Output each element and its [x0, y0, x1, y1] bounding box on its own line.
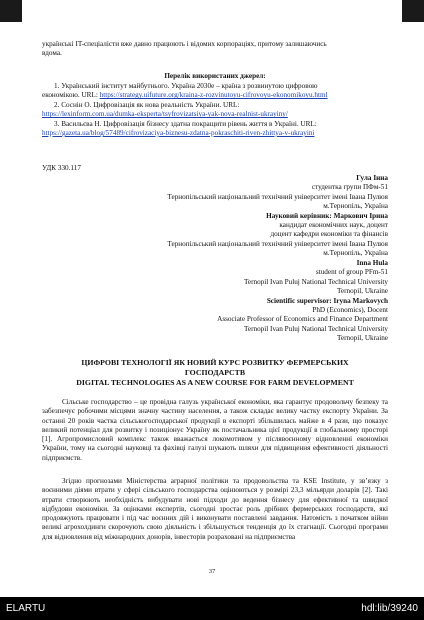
author-line: Ternopil Ivan Puluj National Technical University [244, 324, 388, 333]
repository-name[interactable]: ELARTU [6, 603, 46, 614]
title-ukrainian: ЦИФРОВІ ТЕХНОЛОГІЇ ЯК НОВИЙ КУРС РОЗВИТКУ ФЕРМЕРСЬКИХ [81, 358, 349, 367]
intro-line: вдома. [42, 49, 62, 58]
author-line: Scientific supervisor: Iryna Markovych [266, 296, 388, 305]
references-list [42, 82, 388, 138]
references-title: Перелік використаних джерел: [164, 72, 266, 80]
author-line: Тернопільський національний технічний університет імені Івана Пулюя [167, 239, 388, 248]
author-line: Ternopil, Ukraine [337, 287, 388, 296]
reference-item: 2. Соснін О. Цифровізація як нова реальність України. URL: [54, 100, 240, 109]
author-line: Науковий керівник: Маркович Ірина [266, 211, 388, 220]
article-title-block [42, 358, 388, 387]
body-paragraph-1: Сільське господарство – це провідна галузь української економіки, яка гарантує продовольчу безпеку та забезпечує робочими місцями значну частину населення, а також складає велику частку експорту України. За останні 20 років частка сільськогосподарської продукції в експорті збільшилась майже в 4 рази, що показує великий потенціал для розвитку і позиціонує Україну як постачальника цієї продукції в глобальному просторі [1]. Агропромисловий комплекс також вважається локомотивом у післявоєнному відновленні економіки України, тому на сьогодні науковці та фахівці галузі шукають шляхи для підвищення ефективності діяльності підприємств. [42, 398, 388, 462]
reference-link[interactable]: https://strategy.uifuture.org/kraina-z-rozvinutoyu-cifrovoyu-ekonomikoyu.html [99, 91, 328, 100]
reference-item: 1. Український інститут майбутнього. Україна 2030е – країна з розвинутою цифровою [54, 82, 318, 90]
title-ukrainian-cont: ГОСПОДАРСТВ [184, 367, 246, 377]
author-line: student of group PFm-51 [315, 268, 388, 277]
author-line: PhD (Economics), Docent [312, 306, 388, 315]
author-line: Гула Інна [356, 174, 388, 182]
author-line: м.Тернопіль, Україна [323, 249, 388, 258]
author-line: Ternopil, Ukraine [337, 334, 388, 343]
reference-link[interactable]: https://gazeta.ua/blog/57489/cifrovizaciya-biznesu-zdatna-pokraschiti-riven-zhittya-v-ukrayini [42, 129, 315, 138]
title-english: DIGITAL TECHNOLOGIES AS A NEW COURSE FOR FARM DEVELOPMENT [76, 377, 354, 387]
reference-link[interactable]: https://lexinform.com.ua/dumka-eksperta/tsyfrovizatsiya-yak-nova-realnist-ukrayiny/ [42, 110, 288, 119]
reference-text: економікою. URL: [42, 91, 100, 100]
author-line: доцент кафедри економіки та фінансів [270, 230, 388, 239]
author-line: студентка групи ПФм-51 [311, 183, 388, 192]
viewer-footer-bar [0, 597, 424, 620]
scan-corner-shadow-left [0, 0, 22, 22]
author-line: Inna Hula [356, 259, 388, 267]
scan-corner-shadow-right [402, 0, 424, 22]
reference-item: 3. Васильєва Н. Цифровізація бізнесу здатна покращити рівень життя в Україні. URL: [54, 119, 317, 128]
handle-id[interactable]: hdl:lib/39240 [361, 603, 418, 614]
authors-english [42, 259, 388, 344]
authors-ukrainian [42, 174, 388, 259]
page-number: 37 [208, 568, 216, 575]
author-line: кандидат економічних наук, доцент [279, 221, 388, 230]
author-line: Ternopil Ivan Puluj National Technical University [244, 277, 388, 286]
author-line: Тернопільський національний технічний університет імені Івана Пулюя [167, 192, 388, 201]
intro-paragraph [42, 40, 388, 59]
author-line: Associate Professor of Economics and Finance Department [217, 315, 388, 324]
author-line: м.Тернопіль, Україна [323, 202, 388, 211]
body-paragraph-2: Згідно прогнозами Міністерства аграрної політики та продовольства та KSE Institute, у зв’язку з воєнними діями втрати у сфері сільського господарства оцінюються у розмірі 23,3 мільярди доларів [2]. Такі втрати створюють необхідність вибудувати нові підходи до ведення бізнесу для ефективної та швидкої відбудови економіки. За оцінками експертів, сьогодні зростає роль дрібних фермерських господарств, які продовжують працювати і під час воєнних дій і виконувати поставлені завдання. Натомість з початком війни великі агрохолдинги скорочують свою діяльність і збільшується тенденція до їх стагнації. Сьогодні програми для відновлення від міжнародних донорів, інвесторів розраховані на підприємства [42, 477, 388, 541]
intro-line: українські IT-спеціалісти вже давно працюють і відомих корпораціях, притому залишаючись [42, 40, 327, 48]
udc-code: УДК 330.117 [42, 164, 81, 172]
